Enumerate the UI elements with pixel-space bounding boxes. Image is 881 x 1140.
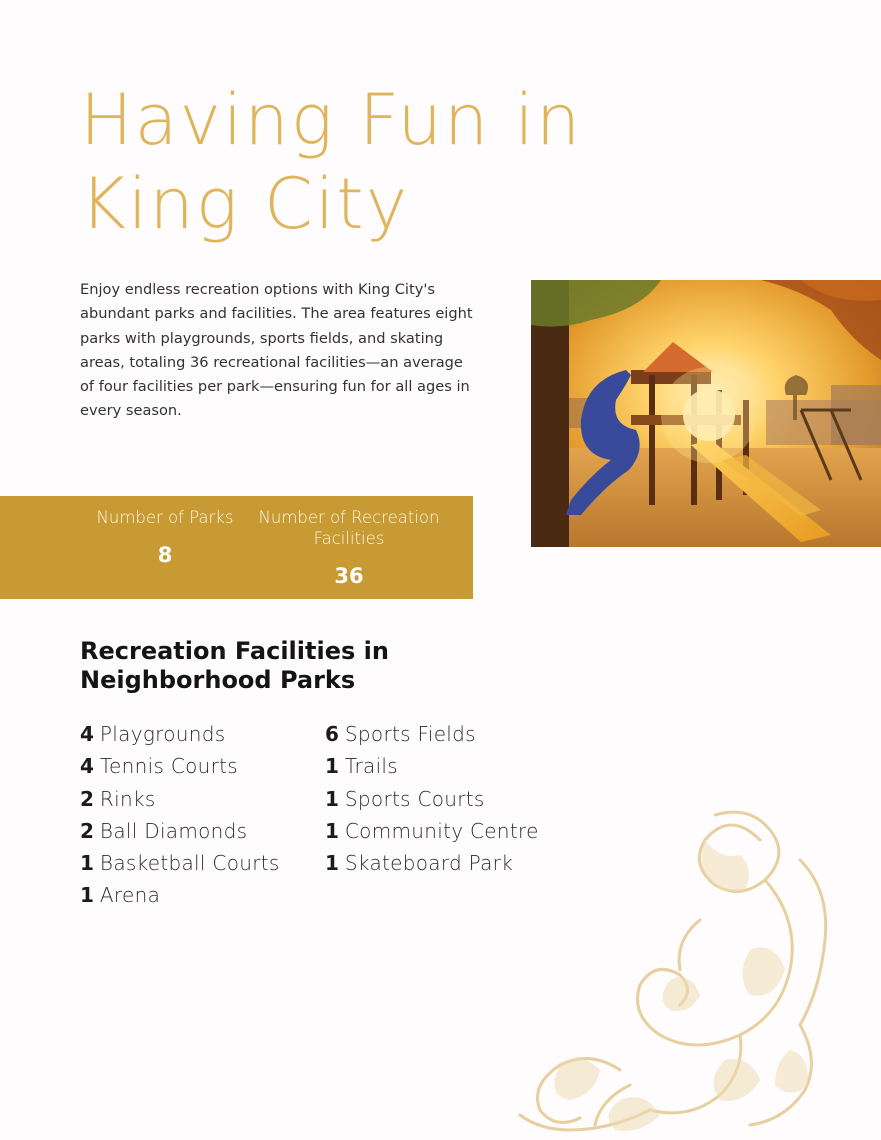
facility-item bbox=[80, 750, 320, 782]
facility-name: Basketball Courts bbox=[99, 851, 280, 876]
facility-name: Trails bbox=[344, 754, 399, 779]
facility-name: Playgrounds bbox=[99, 722, 226, 746]
playground-illustration bbox=[531, 280, 881, 547]
facility-item bbox=[325, 718, 585, 750]
facility-item bbox=[80, 783, 320, 815]
facility-name: Ball Diamonds bbox=[99, 818, 248, 843]
facility-count: 2 bbox=[80, 818, 94, 843]
facility-count: 1 bbox=[80, 851, 94, 876]
facility-name: Rinks bbox=[99, 786, 156, 811]
facility-name: Sports Fields bbox=[344, 722, 476, 746]
facility-name: Arena bbox=[99, 883, 161, 908]
facility-name: Skateboard Park bbox=[344, 851, 514, 876]
decorative-scroll-ornament bbox=[500, 800, 881, 1140]
stat-label: Number of Parks bbox=[96, 508, 234, 527]
facilities-list-column-1 bbox=[80, 718, 320, 912]
facility-count: 1 bbox=[325, 818, 339, 843]
stat-number-of-recreation-facilities bbox=[240, 507, 458, 589]
facility-name: Community Centre bbox=[344, 818, 539, 843]
facility-count: 1 bbox=[325, 754, 339, 779]
facility-count: 1 bbox=[80, 883, 94, 908]
playground-photo bbox=[531, 280, 881, 547]
intro-paragraph: Enjoy endless recreation options with King City's abundant parks and facilities. The area features eight parks with playgrounds, sports fields, and skating areas, totaling 36 recreational facilities—an average of four facilities per park—ensuring fun for all ages in every season. bbox=[80, 281, 473, 420]
page-title: Having Fun in King City bbox=[80, 79, 583, 245]
facility-count: 6 bbox=[325, 722, 339, 746]
facilities-heading: Recreation Facilities in Neighborhood Parks bbox=[80, 637, 389, 694]
facility-name: Tennis Courts bbox=[99, 754, 238, 779]
facility-item bbox=[80, 815, 320, 847]
facility-name: Sports Courts bbox=[344, 786, 485, 811]
facility-count: 2 bbox=[80, 786, 94, 811]
stat-number-of-parks bbox=[95, 507, 235, 568]
facility-item bbox=[80, 879, 320, 911]
facility-count: 4 bbox=[80, 754, 94, 779]
facility-item bbox=[80, 718, 320, 750]
facility-count: 1 bbox=[325, 851, 339, 876]
facility-item bbox=[325, 750, 585, 782]
facility-item bbox=[80, 847, 320, 879]
facility-count: 4 bbox=[80, 722, 94, 746]
stat-label: Number of Recreation Facilities bbox=[258, 508, 440, 548]
facility-count: 1 bbox=[325, 786, 339, 811]
stat-value: 8 bbox=[157, 543, 173, 567]
stat-value: 36 bbox=[334, 564, 364, 588]
